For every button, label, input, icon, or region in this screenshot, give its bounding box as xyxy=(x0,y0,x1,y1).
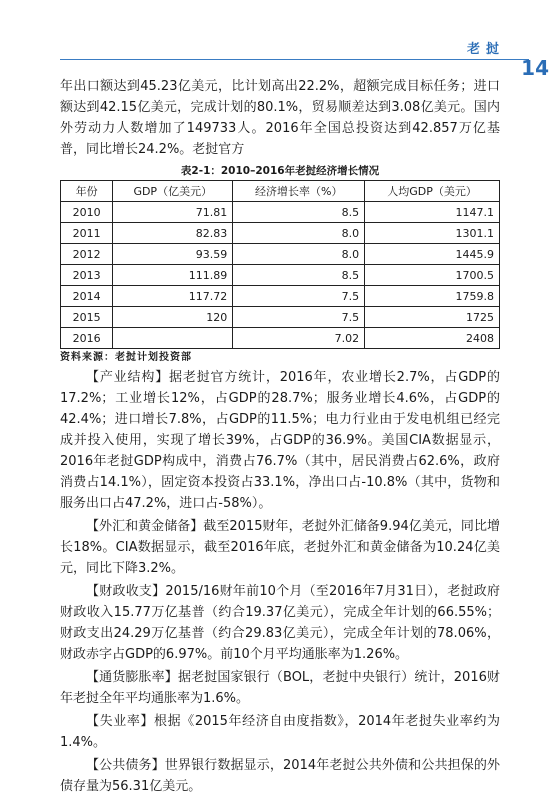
section-title: 老挝 xyxy=(466,42,505,57)
table-row xyxy=(61,223,500,244)
table-row xyxy=(61,286,500,307)
section-fiscal-balance: 【财政收支】2015/16财年前10个月（至2016年7月31日），老挝政府财政收入15.77万亿基普（约合19.37亿美元），完成全年计划的66.55%；财政支出24.29万亿基普（约合29.83亿美元），完成全年计划的78.06%，财政赤字占GDP的6.97%。前10个月平均通胀率为1.26%。 xyxy=(60,584,500,662)
table-row xyxy=(61,328,500,349)
column-header-gdp-per-capita: 人均GDP（美元） xyxy=(365,181,500,202)
year-cell: 2016 xyxy=(61,328,113,349)
growth-rate-cell: 8.0 xyxy=(233,244,365,265)
column-header-year: 年份 xyxy=(61,181,113,202)
year-cell: 2012 xyxy=(61,244,113,265)
table-source-note: 资料来源：老挝计划投资部 xyxy=(60,352,192,363)
section-unemployment-rate: 【失业率】根据《2015年经济自由度指数》，2014年老挝失业率约为1.4%。 xyxy=(60,714,500,750)
growth-rate-cell: 7.5 xyxy=(233,307,365,328)
gdp-cell: 111.89 xyxy=(113,265,233,286)
section-fx-gold-reserves: 【外汇和黄金储备】截至2015财年，老挝外汇储备9.94亿美元，同比增长18%。CIA数据显示，截至2016年底，老挝外汇和黄金储备为10.24亿美元，同比下降3.2%。 xyxy=(60,519,500,576)
gdp-per-capita-cell: 1759.8 xyxy=(365,286,500,307)
growth-rate-cell: 8.5 xyxy=(233,202,365,223)
page-number: 14 xyxy=(521,56,549,80)
gdp-cell: 117.72 xyxy=(113,286,233,307)
gdp-per-capita-cell: 1700.5 xyxy=(365,265,500,286)
page-body xyxy=(60,76,500,797)
growth-rate-cell: 7.02 xyxy=(233,328,365,349)
growth-rate-cell: 7.5 xyxy=(233,286,365,307)
year-cell: 2015 xyxy=(61,307,113,328)
gdp-per-capita-cell: 1301.1 xyxy=(365,223,500,244)
gdp-per-capita-cell: 1445.9 xyxy=(365,244,500,265)
economic-growth-table xyxy=(60,180,500,349)
table-row xyxy=(61,202,500,223)
table-row xyxy=(61,265,500,286)
growth-rate-cell: 8.5 xyxy=(233,265,365,286)
column-header-gdp: GDP（亿美元） xyxy=(113,181,233,202)
gdp-cell: 82.83 xyxy=(113,223,233,244)
gdp-per-capita-cell: 1725 xyxy=(365,307,500,328)
intro-paragraph: 年出口额达到45.23亿美元，比计划高出22.2%，超额完成目标任务；进口额达到42.15亿美元，完成计划的80.1%，贸易顺差达到3.08亿美元。国内外劳动力人数增加了149733人。2016年全国总投资达到42.857万亿基普，同比增长24.2%。老挝官方 xyxy=(60,79,500,157)
gdp-cell xyxy=(113,328,233,349)
gdp-cell: 120 xyxy=(113,307,233,328)
year-cell: 2010 xyxy=(61,202,113,223)
table-row xyxy=(61,244,500,265)
table-caption: 表2-1：2010–2016年老挝经济增长情况 xyxy=(180,165,380,177)
gdp-cell: 93.59 xyxy=(113,244,233,265)
table-header-row xyxy=(61,181,500,202)
gdp-per-capita-cell: 2408 xyxy=(365,328,500,349)
gdp-cell: 71.81 xyxy=(113,202,233,223)
section-inflation-rate: 【通货膨胀率】据老挝国家银行（BOL，老挝中央银行）统计，2016财年老挝全年平均通胀率为1.6%。 xyxy=(60,670,500,706)
year-cell: 2011 xyxy=(61,223,113,244)
year-cell: 2013 xyxy=(61,265,113,286)
year-cell: 2014 xyxy=(61,286,113,307)
gdp-per-capita-cell: 1147.1 xyxy=(365,202,500,223)
growth-rate-cell: 8.0 xyxy=(233,223,365,244)
column-header-growth-rate: 经济增长率（%） xyxy=(233,181,365,202)
section-public-debt: 【公共债务】世界银行数据显示，2014年老挝公共外债和公共担保的外债存量为56.31亿美元。 xyxy=(60,758,500,794)
table-row xyxy=(61,307,500,328)
section-industry-structure: 【产业结构】据老挝官方统计，2016年，农业增长2.7%，占GDP的17.2%；工业增长12%，占GDP的28.7%；服务业增长4.6%，占GDP的42.4%；进口增长7.8%，占GDP的11.5%；电力行业由于发电机组已经完成并投入使用，实现了增长39%，占GDP的36.9%。美国CIA数据显示，2016年老挝GDP构成中，消费占76.7%（其中，居民消费占62.6%，政府消费占14.1%），固定资本投资占33.1%，净出口占-10.8%（其中，货物和服务出口占47.2%，进口占-58%）。 xyxy=(60,370,500,511)
header-divider xyxy=(60,59,529,60)
